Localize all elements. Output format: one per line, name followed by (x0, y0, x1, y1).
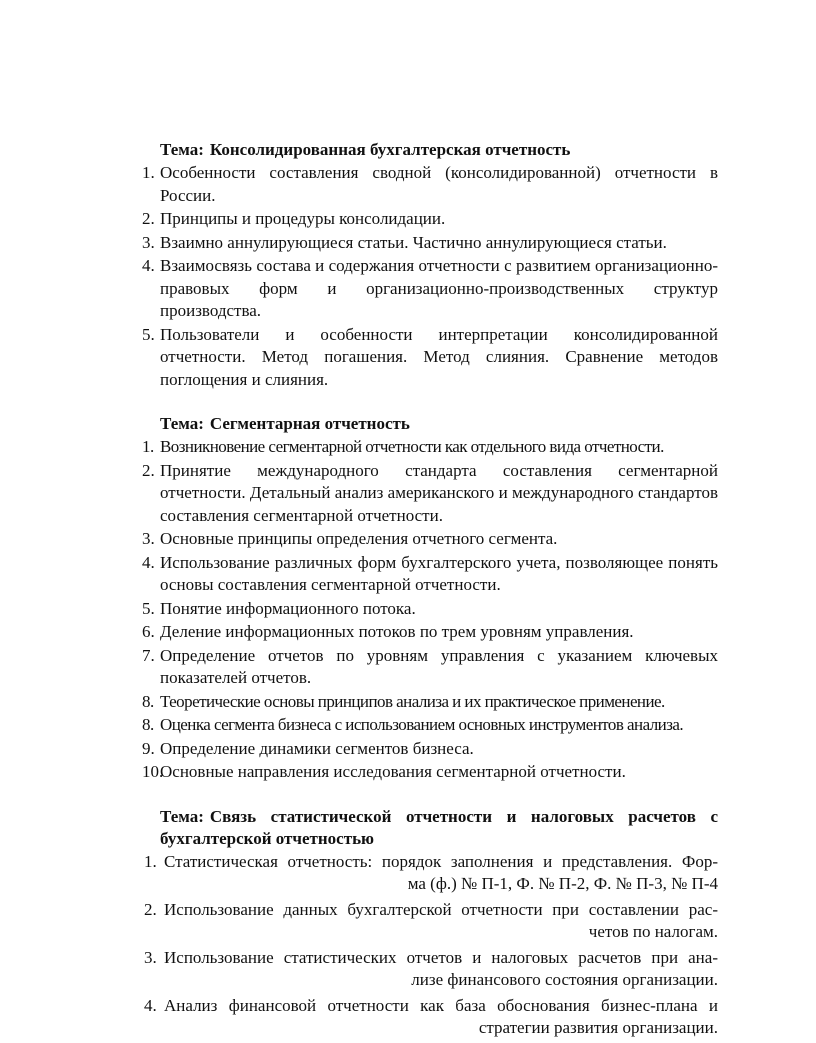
list-item (142, 738, 718, 761)
list-item (142, 761, 718, 784)
item-number: 7. (142, 645, 155, 665)
topic-title-text: Консолидированная бухгалтерская отчетность (209, 140, 571, 159)
topic-heading (160, 413, 718, 435)
list-item (142, 899, 718, 944)
item-text: Принципы и процедуры консолидации. (160, 209, 446, 228)
item-text-line1: Анализ финансовой отчетности как база обоснования бизнес-плана и (164, 995, 718, 1015)
list-item (142, 528, 718, 551)
topic-section-consolidated (142, 139, 718, 391)
item-text: Взаимосвязь состава и содержания отчетности с развитием организационно-правовых форм и организационно-производственных структур производства. (160, 256, 718, 320)
item-number: 8. (142, 715, 154, 734)
item-text: Особенности составления сводной (консолидированной) отчетности в России. (160, 163, 718, 205)
item-text: Теоретические основы принципов анализа и их практическое применение. (160, 691, 665, 711)
list-item (142, 598, 718, 621)
topic-title-text: Сегментарная отчетность (209, 414, 410, 433)
item-text-line2: ма (ф.) № П-1, Ф. № П-2, Ф. № П-3, № П-4 (407, 874, 718, 893)
list-item (142, 621, 718, 644)
topic-section-statistics-tax (142, 806, 718, 1040)
item-number: 2. (142, 460, 155, 480)
topic-list (142, 162, 718, 391)
list-item (142, 995, 718, 1040)
list-item (142, 552, 718, 597)
list-item (142, 947, 718, 992)
item-number: 4. (142, 552, 155, 572)
item-text: Определение отчетов по уровням управления с указанием ключевых показателей отчетов. (160, 645, 718, 687)
item-number: 2. (144, 899, 157, 919)
topic-list (142, 851, 718, 1040)
list-item (142, 714, 718, 737)
item-number: 8. (142, 691, 154, 711)
list-item (142, 162, 718, 207)
item-number: 1. (142, 437, 154, 456)
item-number: 9. (142, 738, 155, 758)
list-item (142, 255, 718, 323)
list-item (142, 460, 718, 528)
item-text-line2: лизе финансового состояния организации. (411, 970, 718, 989)
item-number: 10. (142, 762, 164, 781)
list-item (142, 324, 718, 392)
item-text: Возникновение сегментарной отчетности как отдельного вида отчетности. (160, 437, 664, 456)
item-number: 5. (142, 598, 155, 618)
item-number: 3. (142, 529, 155, 548)
item-number: 4. (142, 256, 155, 275)
item-text: Оценка сегмента бизнеса с использованием основных инструментов анализа. (160, 715, 684, 734)
topic-heading (160, 139, 718, 161)
item-number: 1. (144, 851, 157, 871)
item-text: Использование различных форм бухгалтерского учета, позволяющее понять основы составления сегментарной отчетности. (160, 552, 718, 594)
item-text: Пользователи и особенности интерпретации консолидированной отчетности. Метод погашения. Метод слияния. Сравнение методов поглощения и слияния. (160, 324, 718, 389)
item-text-line1: Статистическая отчетность: порядок заполнения и представления. Фор- (164, 851, 718, 871)
item-number: 2. (142, 209, 155, 228)
item-number: 5. (142, 324, 155, 344)
list-item (142, 208, 718, 231)
item-text: Принятие международного стандарта составления сегментарной отчетности. Детальный анализ американского и международного стандартов составления сегментарной отчетности. (160, 460, 718, 525)
topic-title-text: Связь статистической отчетности и налоговых расчетов с бухгалтерской отчетностью (160, 806, 718, 848)
item-number: 6. (142, 622, 155, 641)
item-number: 1. (142, 163, 155, 182)
list-item (142, 645, 718, 690)
topic-list (142, 436, 718, 784)
list-item (142, 232, 718, 255)
item-number: 3. (142, 232, 155, 252)
item-text: Деление информационных потоков по трем уровням управления. (160, 622, 634, 641)
item-text: Понятие информационного потока. (160, 598, 416, 618)
item-text: Основные направления исследования сегментарной отчетности. (160, 762, 626, 781)
item-text-line2: стратегии развития организации. (478, 1018, 718, 1037)
item-text-line1: Использование данных бухгалтерской отчетности при составлении рас- (164, 899, 718, 919)
document-page (142, 139, 718, 1043)
item-text-line2: четов по налогам. (588, 922, 718, 941)
item-text-line1: Использование статистических отчетов и налоговых расчетов при ана- (164, 947, 718, 967)
item-number: 3. (144, 947, 157, 967)
topic-label: Тема: (160, 140, 204, 159)
topic-heading (160, 806, 718, 850)
item-text: Основные принципы определения отчетного сегмента. (160, 529, 558, 548)
topic-section-segment (142, 413, 718, 784)
item-text: Определение динамики сегментов бизнеса. (160, 738, 474, 758)
item-number: 4. (144, 995, 157, 1015)
topic-label: Тема: (160, 414, 204, 433)
list-item (142, 691, 718, 714)
list-item (142, 436, 718, 459)
item-text: Взаимно аннулирующиеся статьи. Частично аннулирующиеся статьи. (160, 232, 667, 252)
topic-label: Тема: (160, 806, 204, 826)
list-item (142, 851, 718, 896)
